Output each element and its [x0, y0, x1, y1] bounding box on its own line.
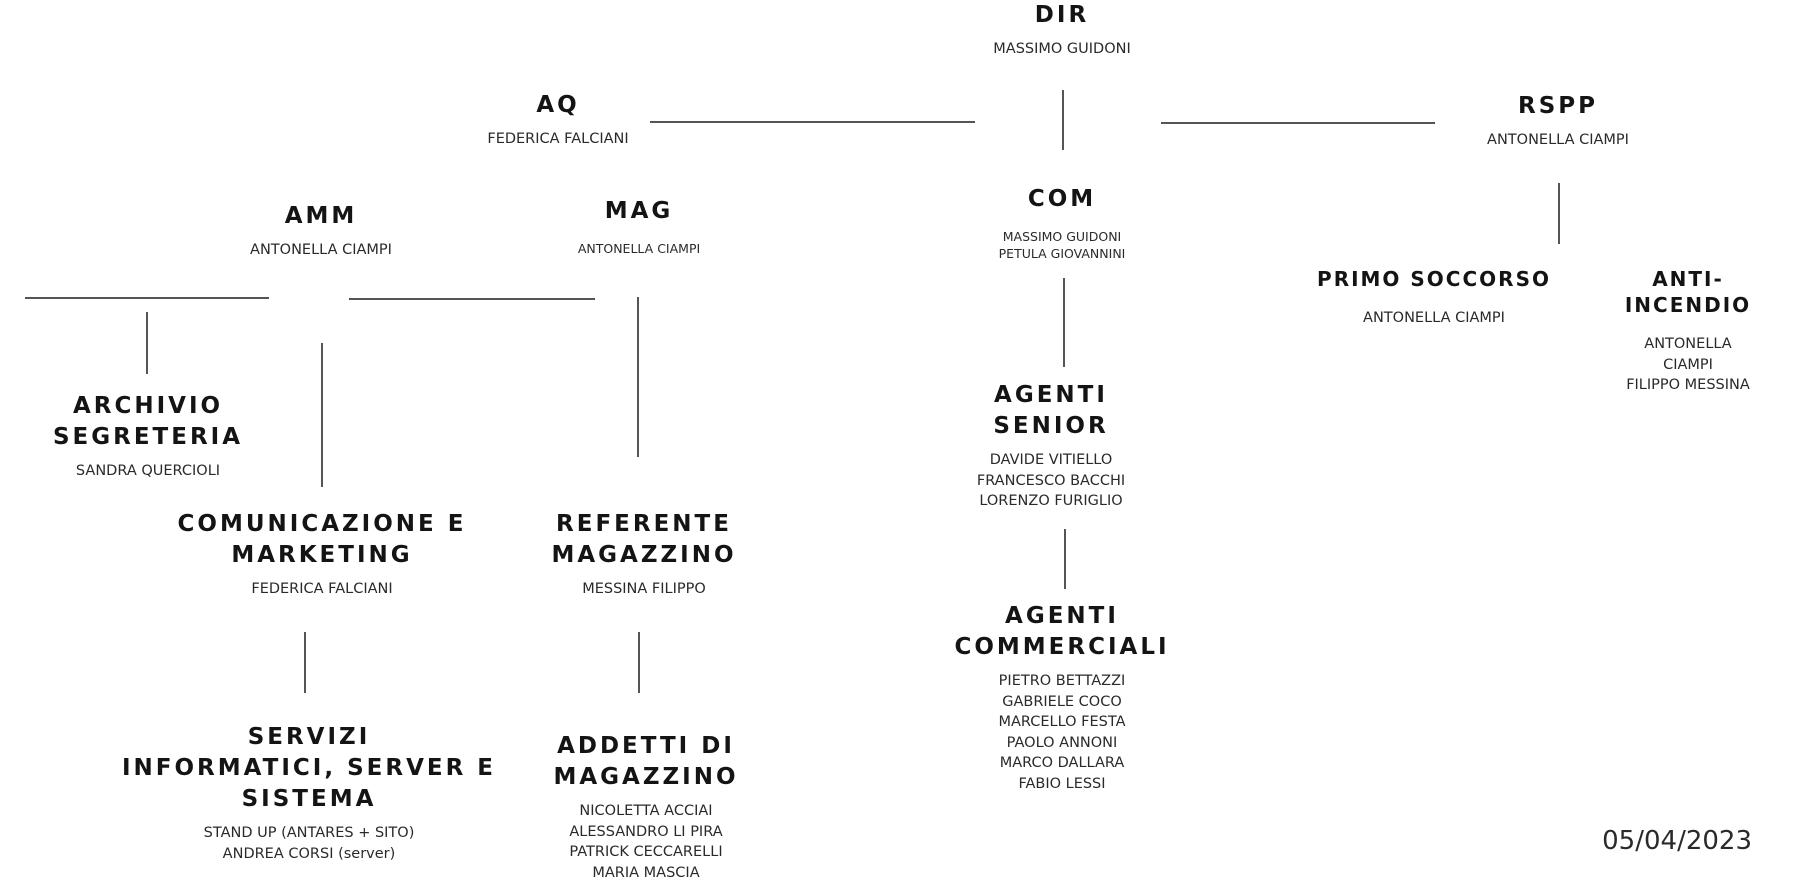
node-names: MESSINA FILIPPO: [582, 581, 706, 597]
node-names: MASSIMO GUIDONI PETULA GIOVANNINI: [998, 229, 1126, 261]
node-title: ADDETTI DI MAGAZZINO: [553, 733, 739, 790]
node-title: RSPP: [1517, 93, 1598, 119]
node-title: MAG: [604, 198, 674, 224]
connector-line: [304, 632, 306, 693]
node-title: AGENTI SENIOR: [993, 382, 1109, 439]
connector-line: [1063, 278, 1065, 367]
node-names: PIETRO BETTAZZI GABRIELE COCO MARCELLO FESTA PAOLO ANNONI MARCO DALLARA FABIO LESSI: [998, 673, 1126, 792]
connector-line: [25, 297, 269, 299]
node-title: COM: [1027, 186, 1097, 212]
node-title: AQ: [536, 92, 580, 118]
date-label: 05/04/2023: [1602, 826, 1752, 856]
connector-line: [1558, 183, 1560, 244]
node-agenti-senior: [977, 380, 1125, 512]
connector-line: [1064, 529, 1066, 589]
connector-line: [650, 121, 975, 123]
node-names: ANTONELLA CIAMPI: [250, 242, 392, 258]
node-anti-incendio: [1625, 266, 1751, 396]
node-names: ANTONELLA CIAMPI: [1363, 310, 1505, 326]
node-title: ARCHIVIO SEGRETERIA: [52, 393, 244, 450]
node-names: SANDRA QUERCIOLI: [75, 463, 221, 479]
node-amm: [250, 201, 392, 261]
node-title: SERVIZI INFORMATICI, SERVER E SISTEMA: [121, 724, 497, 812]
connector-line: [1161, 122, 1435, 124]
node-servizi-informatici: [122, 722, 496, 864]
node-names: STAND UP (ANTARES + SITO) ANDREA CORSI (server): [203, 825, 415, 862]
node-title: PRIMO SOCCORSO: [1317, 267, 1551, 291]
node-names: FEDERICA FALCIANI: [487, 131, 629, 147]
connector-line: [349, 298, 595, 300]
node-dir: [993, 0, 1130, 60]
node-names: MASSIMO GUIDONI: [993, 41, 1131, 57]
node-mag: [578, 196, 700, 257]
connector-line: [1062, 90, 1064, 150]
node-title: AMM: [284, 203, 358, 229]
node-title: REFERENTE MAGAZZINO: [551, 511, 737, 568]
node-agenti-commerciali: [954, 601, 1169, 794]
node-names: FEDERICA FALCIANI: [251, 581, 393, 597]
node-archivio-segreteria: [53, 391, 243, 482]
node-referente-magazzino: [551, 509, 736, 600]
node-names: DAVIDE VITIELLO FRANCESCO BACCHI LORENZO FURIGLIO: [976, 452, 1126, 509]
connector-line: [637, 297, 639, 457]
node-names: NICOLETTA ACCIAI ALESSANDRO LI PIRA PATRICK CECCARELLI MARIA MASCIA: [569, 803, 723, 881]
node-primo-soccorso: [1317, 266, 1551, 329]
node-title: AGENTI COMMERCIALI: [954, 603, 1170, 660]
connector-line: [638, 632, 640, 693]
node-names: ANTONELLA CIAMPI: [1487, 132, 1629, 148]
node-names: ANTONELLA CIAMPI FILIPPO MESSINA: [1626, 336, 1750, 393]
connector-line: [146, 312, 148, 374]
node-comunicazione-marketing: [178, 509, 467, 600]
node-names: ANTONELLA CIAMPI: [577, 241, 701, 256]
node-title: ANTI- INCENDIO: [1624, 267, 1752, 317]
node-com: [999, 184, 1126, 262]
node-rspp: [1487, 91, 1629, 151]
node-aq: [487, 90, 628, 150]
connector-line: [321, 343, 323, 487]
node-title: DIR: [1034, 2, 1090, 28]
node-addetti-magazzino: [553, 731, 738, 883]
node-title: COMUNICAZIONE E MARKETING: [177, 511, 467, 568]
